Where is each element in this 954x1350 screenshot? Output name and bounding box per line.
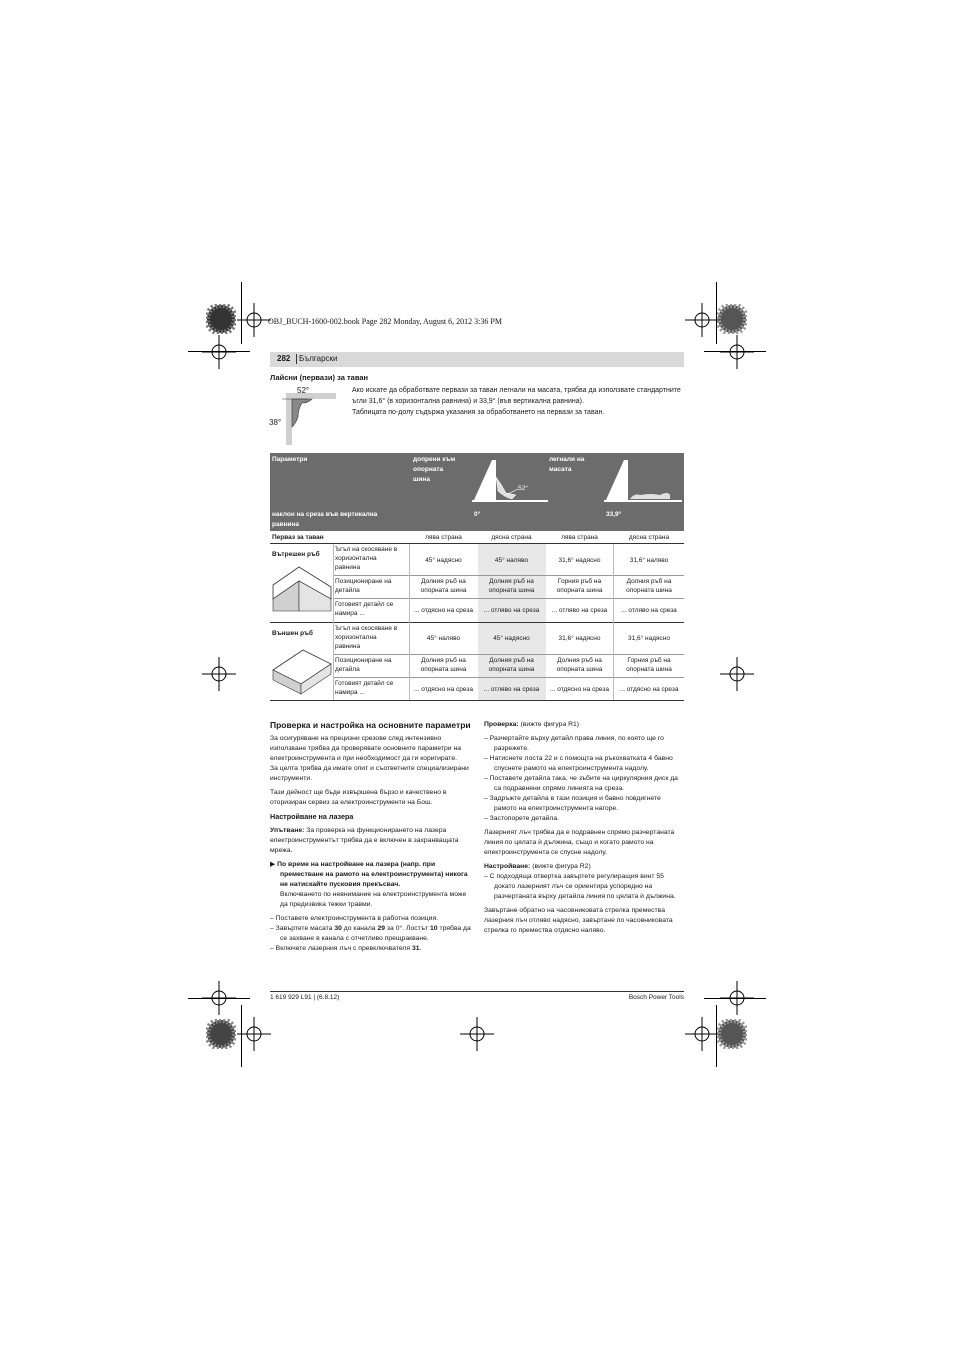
text-span: Готовият детайл се <box>335 601 394 608</box>
text-span: опорната шина <box>488 587 535 594</box>
text-span: Позициониране на <box>335 657 392 664</box>
text-span: равнина <box>335 564 361 571</box>
row-label <box>335 577 391 595</box>
text-span: (вижте фигура R2) <box>530 863 591 870</box>
text-span: опорната шина <box>488 666 535 673</box>
table-cell <box>614 577 684 595</box>
table-cell: ... отдясно на среза <box>550 686 609 693</box>
text-span: до канала <box>341 925 378 932</box>
text-span: 30 <box>334 925 342 932</box>
list-item: – Задръжте детайла в тази позиция и бавно повдигнете рамото на електроинструмента нагоре. <box>484 795 661 812</box>
registration-mark-icon <box>720 335 754 369</box>
subheader-col: дясна страна <box>628 534 670 541</box>
inner-corner-icon <box>271 563 333 613</box>
text-span: Ъгъл на скосяване в <box>335 546 398 553</box>
paragraph: За целта трябва да имате опит и съответните специализирани инструменти. <box>270 765 469 782</box>
warning-paragraph <box>270 860 475 910</box>
text-span: Задръжте детайла в тази позиция и бавно повдигнете рамото на електроинструмента нагоре. <box>489 795 661 812</box>
text-span: С подходяща отвертка завъртете регулиращия винт 55 докато лазерният лъч се ориентира успоредно на разчертаната върху детайла линия по цялата ѝ дължина. <box>489 873 676 900</box>
fig-angle: 52° <box>518 485 528 492</box>
text-span: По време на настройване на лазера (напр. при преместване на рамото на електроинструмента) никога не натискайте пусковия прекъсвач. <box>277 861 468 888</box>
table-cell: ... отдясно на среза <box>619 686 679 693</box>
list-item: – Поставете детайла така, че зъбите на циркулярния диск да са подравнени спрямо линията на среза. <box>484 775 678 792</box>
warning-arrow-icon: ▶ <box>270 861 278 868</box>
footer-rule <box>270 991 684 992</box>
layout-block <box>270 700 684 701</box>
intro-text <box>352 385 687 418</box>
intro-line: ъгли 31,6° (в хоризонтална равнина) и 33,9° (във вертикална равнина). <box>352 398 584 405</box>
table-cell <box>546 656 613 674</box>
lying-table-figure <box>604 455 682 505</box>
registration-mark-icon <box>720 981 754 1015</box>
table-cell <box>410 656 477 674</box>
text-span: Поставете електроинструмента в работна позиция. <box>275 915 439 922</box>
list-item: – Завъртете масата 30 до канала 29 за 0°. Лостът 10 трябва да се захване в канала с отчетливо прещракване. <box>270 925 471 942</box>
intro-line: Таблицата по-долу съдържа указания за обработването на первази за таван. <box>352 409 605 416</box>
text-span: Долния ръб на <box>489 578 534 585</box>
layout-block <box>333 544 334 700</box>
text-span: Застопорете детайла. <box>489 815 560 822</box>
text-span: опорната шина <box>420 587 467 594</box>
params-label: Параметри <box>272 456 308 463</box>
text-span: намира ... <box>335 689 365 696</box>
paragraph: Тази дейност ще бъде извършена бързо и качествено в оторизиран сервиз за електроинструменти на Бош. <box>270 789 447 806</box>
layout-block <box>333 677 684 678</box>
group-name: Външен ръб <box>272 630 313 637</box>
list-item: – Разчертайте върху детайл права линия, по която ще го разрежете. <box>484 735 664 752</box>
footer-right: Bosch Power Tools <box>628 994 684 1001</box>
table-cell: 31,6° надясно <box>627 635 671 642</box>
table-cell: 31,6° наляво <box>629 557 669 564</box>
text-span: Включването по невнимание на електроинструмента може да предизвика тежки травми. <box>280 891 467 908</box>
table-cell: ... отляво на среза <box>483 607 540 614</box>
table-cell <box>478 656 545 674</box>
text-span: Настройване: <box>484 863 531 870</box>
registration-mark-icon <box>237 1017 271 1051</box>
against-label: допрени към <box>413 456 456 463</box>
text-span: За проверка на функционирането на лазера електроинструментът трябва да е включен в захранващата мрежа. <box>270 827 459 854</box>
text-span: опорната шина <box>556 666 603 673</box>
sub-heading: Настройване на лазера <box>270 812 354 821</box>
against-label: шина <box>413 476 430 483</box>
angle-label-top: 52° <box>297 386 310 395</box>
table-cell: 45° надясно <box>493 635 530 642</box>
section-title: Лайсни (первази) за таван <box>270 373 369 382</box>
text-span: 29 <box>377 925 386 932</box>
text-span: детайла <box>335 587 360 594</box>
paragraph: Завъртане обратно на часовниковата стрелка премества лазерния лъч отляво надясно, завъртане по часовниковата стрелка го премества отдясно наляво. <box>484 907 673 934</box>
text-span: Завъртете масата <box>275 925 335 932</box>
lying-label: легнали на <box>549 456 585 463</box>
incline-label: равнина <box>272 521 300 528</box>
table-cell: 31,6° надясно <box>558 635 601 642</box>
registration-mark-icon <box>237 303 271 337</box>
table-header <box>270 453 684 531</box>
group-name: Вътрешен ръб <box>272 551 320 558</box>
text-span: Включете лазерния лъч с превключвателя <box>275 945 412 952</box>
text-span: Упътване: <box>270 827 305 834</box>
incline-label: наклон на среза във вертикална <box>272 511 378 518</box>
paragraph: За осигуряване на прецизни срезове след интензивно използване трябва да проверявате основните параметри на електроинструмента и при необходимост да ги коригирате. <box>270 735 462 762</box>
color-target-icon <box>206 304 236 334</box>
text-span: Проверка: <box>484 721 519 728</box>
table-cell: 31,6° надясно <box>558 557 601 564</box>
text-span: Ъгъл на скосяване в <box>335 625 398 632</box>
layout-block <box>613 544 614 700</box>
list-item: – Натиснете лоста 22 и с помощта на ръкохватката 4 бавно спуснете рамото на електроинструмента надолу. <box>484 755 673 772</box>
row-label <box>335 545 397 572</box>
text-span: Позициониране на <box>335 578 392 585</box>
left-column <box>270 720 475 954</box>
outer-corner-icon <box>271 644 333 696</box>
text-span: Натиснете лоста 22 и с помощта на ръкохватката 4 бавно спуснете рамото на електроинструмента надолу. <box>489 755 673 772</box>
registration-mark-icon <box>202 335 236 369</box>
table-cell: ... отляво на среза <box>551 607 608 614</box>
text-span: Долния ръб на <box>489 657 534 664</box>
intro-line: Ако искате да обработвате первази за таван легнали на масата, трябва да използвате стандартните <box>352 387 681 394</box>
text-span: трябва да се захване в канала с отчетливо прещракване. <box>280 925 471 942</box>
list-item: – Застопорете детайла. <box>484 815 560 822</box>
list-item: – Включете лазерния лъч с превключвателя 31. <box>270 945 422 952</box>
row-label <box>335 679 393 697</box>
color-target-icon <box>717 304 747 334</box>
text-span: Поставете детайла така, че зъбите на циркулярния диск да са подравнени спрямо линията на среза. <box>489 775 678 792</box>
text-span: опорната шина <box>556 587 603 594</box>
page-number: 282 <box>277 354 291 363</box>
color-target-icon <box>717 1019 747 1049</box>
text-span: за 0°. Лостът <box>385 925 430 932</box>
layout-block <box>333 575 684 576</box>
text-span: Долния ръб на <box>421 578 466 585</box>
table-cell <box>546 577 613 595</box>
table-cell: 45° наляво <box>426 635 461 642</box>
text-span: Долния ръб на <box>557 657 602 664</box>
note-paragraph <box>270 826 475 856</box>
text-span: 10 <box>430 925 438 932</box>
against-fence-figure <box>472 455 548 505</box>
deg-against: 0° <box>474 511 481 518</box>
text-span: Долния ръб на <box>626 578 672 585</box>
row-label <box>335 600 393 618</box>
table-cell <box>614 656 684 674</box>
table-cell <box>478 577 545 595</box>
text-span: Горния ръб на <box>557 578 602 585</box>
page-header-bar <box>270 352 684 367</box>
text-span: намира ... <box>335 610 365 617</box>
layout-block <box>333 654 684 655</box>
subheader-col: лява страна <box>425 534 462 541</box>
footer-left: 1 619 929 L91 | (6.8.12) <box>270 994 340 1001</box>
registration-mark-icon <box>685 303 719 337</box>
table-cell: ... отляво на среза <box>621 607 677 614</box>
against-label: опорната <box>413 466 444 473</box>
paragraph: Лазерният лъч трябва да е подравнен спрямо разчертаната линия по цялата ѝ дължина, също и когато рамото на електроинструмента се спусне надолу. <box>484 829 675 856</box>
text-span: детайла <box>335 666 360 673</box>
subheader-col: дясна страна <box>491 534 532 541</box>
text-span: Горния ръб на <box>627 657 671 664</box>
text-span: Готовият детайл се <box>335 680 394 687</box>
layout-block <box>333 598 684 599</box>
right-column <box>484 720 684 940</box>
text-span: равнина <box>335 643 361 650</box>
subheader-col: лява страна <box>561 534 598 541</box>
text-span: 31 <box>411 945 420 952</box>
text-span: (вижте фигура R1) <box>518 721 580 728</box>
file-header: OBJ_BUCH-1600-002.book Page 282 Monday, August 6, 2012 3:36 PM <box>268 317 502 326</box>
adjust-heading <box>484 862 684 872</box>
text-span: Долния ръб на <box>421 657 466 664</box>
angle-label-left: 38° <box>269 418 282 427</box>
registration-mark-icon <box>460 1017 494 1051</box>
table-cell: ... отляво на среза <box>483 686 540 693</box>
table-cell: 45° надясно <box>425 557 462 564</box>
registration-mark-icon <box>202 981 236 1015</box>
table-cell: 45° наляво <box>494 557 529 564</box>
text-span: хоризонтална <box>335 634 377 641</box>
table-cell <box>410 577 477 595</box>
registration-mark-icon <box>685 1017 719 1051</box>
color-target-icon <box>206 1019 236 1049</box>
subheader-label: Перваз за таван <box>272 534 324 541</box>
row-label <box>335 656 391 674</box>
row-label <box>335 624 397 651</box>
lying-label: масата <box>549 466 572 473</box>
deg-lying: 33,9° <box>606 511 622 518</box>
list-item: – Поставете електроинструмента в работна позиция. <box>270 915 439 922</box>
text-span: Разчертайте върху детайл права линия, по която ще го разрежете. <box>489 735 664 752</box>
text-span: опорната шина <box>626 587 672 594</box>
text-span: . <box>419 945 422 952</box>
page-language: Български <box>296 354 338 364</box>
layout-block <box>409 544 410 700</box>
section-heading: Проверка и настройка на основните параметри <box>270 720 471 730</box>
registration-mark-icon <box>720 657 754 691</box>
text-span: хоризонтална <box>335 555 377 562</box>
settings-table <box>270 531 684 701</box>
text-span: опорната шина <box>420 666 467 673</box>
table-cell: ... отдясно на среза <box>414 607 473 614</box>
list-item: – С подходяща отвертка завъртете регулиращия винт 55 докато лазерният лъч се ориентира успоредно на разчертаната върху детайла линия по цялата ѝ дължина. <box>484 873 676 900</box>
text-span: опорната шина <box>626 666 672 673</box>
registration-mark-icon <box>202 657 236 691</box>
check-heading <box>484 720 684 730</box>
table-cell: ... отдясно на среза <box>414 686 473 693</box>
